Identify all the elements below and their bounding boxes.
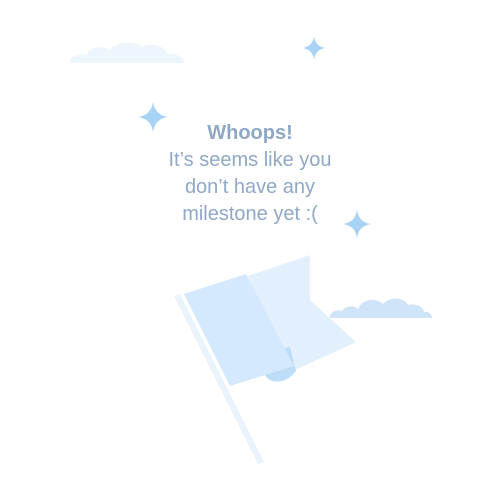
- empty-state-message: [100, 120, 400, 228]
- empty-state-line: milestone yet :(: [182, 203, 318, 225]
- flag-icon: [174, 255, 356, 464]
- empty-state-line: It’s seems like you: [168, 149, 332, 171]
- empty-state-title: Whoops!: [207, 122, 293, 144]
- cloud-icon: [70, 42, 184, 63]
- empty-state-line: don’t have any: [184, 176, 316, 198]
- sparkle-icon: [303, 36, 325, 60]
- cloud-icon: [330, 298, 432, 318]
